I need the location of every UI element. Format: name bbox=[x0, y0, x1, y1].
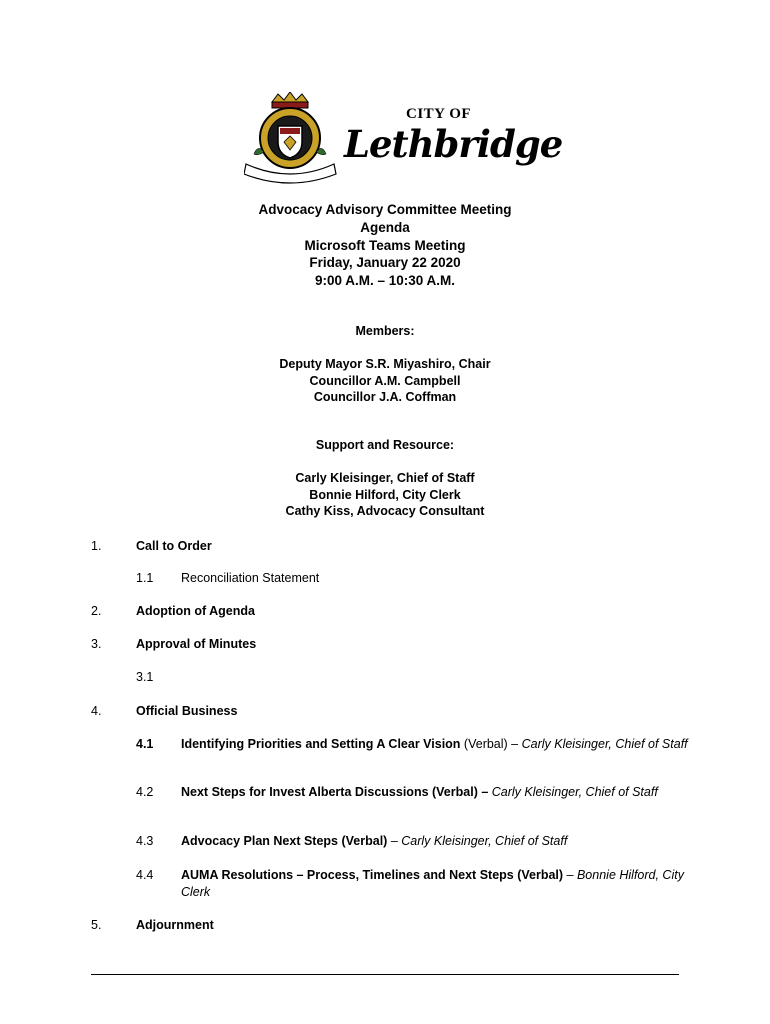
city-logo bbox=[244, 92, 563, 184]
meeting-title-block bbox=[0, 201, 770, 290]
agenda-item-title: Adoption of Agenda bbox=[136, 604, 255, 618]
subitem-title: AUMA Resolutions – Process, Timelines and Next Steps (Verbal) bbox=[181, 868, 564, 882]
agenda-subitem-number: 4.1 bbox=[136, 737, 154, 751]
agenda-subitem-number: 3.1 bbox=[136, 670, 154, 684]
meeting-time: 9:00 A.M. – 10:30 A.M. bbox=[314, 273, 456, 289]
footer-divider bbox=[91, 974, 679, 975]
agenda-subitem-number: 1.1 bbox=[136, 571, 154, 585]
agenda-subitem-number: 4.4 bbox=[136, 868, 154, 882]
agenda-subitem-text bbox=[181, 784, 691, 801]
agenda-subitem-number: 4.2 bbox=[136, 785, 154, 799]
members-list bbox=[0, 356, 770, 406]
agenda-item-title: Adjournment bbox=[136, 918, 214, 932]
support-heading: Support and Resource: bbox=[315, 438, 455, 452]
meeting-title: Advocacy Advisory Committee Meeting bbox=[258, 202, 512, 217]
subitem-presenter: Carly Kleisinger, Chief of Staff bbox=[401, 834, 568, 848]
agenda-subitem-text bbox=[181, 833, 691, 850]
agenda-item-number: 1. bbox=[91, 539, 102, 553]
agenda-item-title: Call to Order bbox=[136, 539, 212, 553]
agenda-item-number: 3. bbox=[91, 637, 102, 651]
subitem-note: – bbox=[563, 868, 577, 882]
support-name: Bonnie Hilford, City Clerk bbox=[309, 487, 461, 502]
subitem-title: Identifying Priorities and Setting A Clear Vision bbox=[181, 737, 461, 751]
city-of-label: CITY OF bbox=[406, 106, 472, 122]
subitem-presenter: Carly Kleisinger, Chief of Staff bbox=[491, 785, 658, 799]
support-list bbox=[0, 470, 770, 520]
meeting-subtitle: Agenda bbox=[360, 219, 410, 235]
agenda-item-number: 5. bbox=[91, 918, 102, 932]
support-name: Cathy Kiss, Advocacy Consultant bbox=[285, 504, 485, 519]
city-crest-icon bbox=[244, 92, 344, 184]
meeting-venue: Microsoft Teams Meeting bbox=[304, 237, 466, 253]
member-name: Councillor J.A. Coffman bbox=[313, 390, 457, 405]
agenda-item-title: Approval of Minutes bbox=[136, 637, 257, 651]
members-heading: Members: bbox=[355, 324, 415, 338]
agenda-subitem-text bbox=[181, 736, 691, 753]
support-name: Carly Kleisinger, Chief of Staff bbox=[295, 471, 475, 485]
subitem-note: – bbox=[387, 834, 402, 848]
member-name: Deputy Mayor S.R. Miyashiro, Chair bbox=[279, 357, 491, 371]
subitem-title: Next Steps for Invest Alberta Discussions (Verbal) – bbox=[181, 785, 492, 799]
member-name: Councillor A.M. Campbell bbox=[309, 373, 461, 388]
meeting-date: Friday, January 22 2020 bbox=[309, 255, 461, 271]
subitem-note: (Verbal) – bbox=[460, 737, 522, 751]
subitem-title: Advocacy Plan Next Steps (Verbal) bbox=[181, 834, 388, 848]
agenda-subitem-text: Reconciliation Statement bbox=[181, 571, 320, 585]
subitem-presenter: Bonnie Hilford, City Clerk bbox=[181, 868, 684, 899]
agenda-subitem-text bbox=[181, 867, 691, 900]
subitem-presenter: Carly Kleisinger, Chief of Staff bbox=[521, 737, 688, 751]
agenda-item-number: 2. bbox=[91, 604, 102, 618]
agenda-subitem-number: 4.3 bbox=[136, 834, 154, 848]
agenda-item-title: Official Business bbox=[136, 704, 238, 718]
city-name-logotype: Lethbridge bbox=[344, 122, 563, 166]
agenda-item-number: 4. bbox=[91, 704, 102, 718]
